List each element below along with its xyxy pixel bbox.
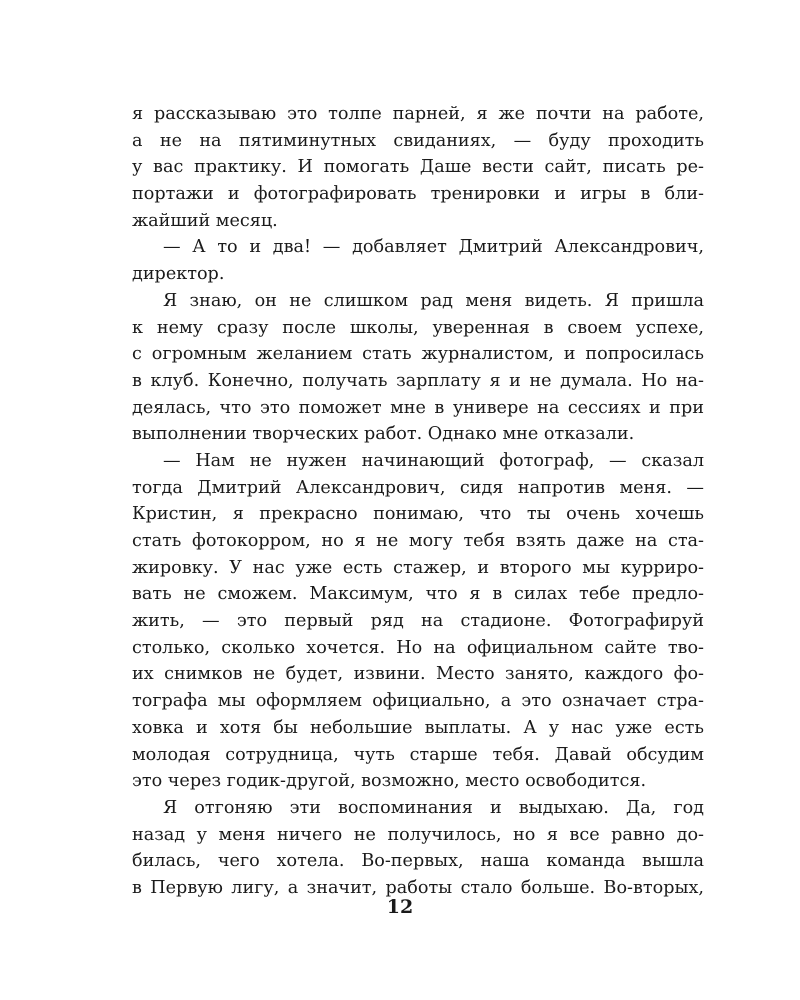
- text-line: — Нам не нужен начинающий фотограф, — сказал: [163, 450, 704, 471]
- text-line: назад у меня ничего не получилось, но я все равно до-: [132, 824, 704, 845]
- text-line: столько, сколько хочется. Но на официальном сайте тво-: [132, 637, 704, 658]
- text-line: вать не сможем. Максимум, что я в силах тебе предло-: [132, 584, 704, 605]
- text-line: в клуб. Конечно, получать зарплату я и не думала. Но на-: [132, 370, 704, 391]
- text-line: портажи и фотографировать тренировки и игры в бли-: [132, 184, 704, 205]
- text-line: деялась, что это поможет мне в универе на сессиях и при: [132, 397, 704, 418]
- text-line: Я отгоняю эти воспоминания и выдыхаю. Да, год: [163, 797, 704, 818]
- text-line: у вас практику. И помогать Даше вести сайт, писать ре-: [132, 157, 704, 178]
- text-line: я рассказываю это толпе парней, я же почти на работе,: [132, 104, 704, 124]
- page-body: [132, 101, 704, 902]
- text-line: Кристин, я прекрасно понимаю, что ты очень хочешь: [132, 504, 704, 525]
- text-line: ховка и хотя бы небольшие выплаты. А у нас уже есть: [132, 717, 704, 738]
- text-line: с огромным желанием стать журналистом, и попросилась: [132, 344, 704, 365]
- text-line: тографа мы оформляем официально, а это означает стра-: [132, 691, 704, 712]
- text-line: к нему сразу после школы, уверенная в своем успехе,: [132, 317, 704, 338]
- text-line: это через годик-другой, возможно, место освободится.: [132, 771, 647, 792]
- text-line: — А то и два! — добавляет Дмитрий Александрович,: [163, 237, 704, 258]
- text-line: тогда Дмитрий Александрович, сидя напротив меня. —: [132, 477, 704, 498]
- text-line: а не на пятиминутных свиданиях, — буду проходить: [132, 130, 704, 151]
- text-line: в Первую лигу, а значит, работы стало больше. Во-вторых,: [132, 877, 704, 898]
- text-line: жить, — это первый ряд на стадионе. Фотографируй: [132, 611, 704, 632]
- page-number: 12: [386, 896, 414, 918]
- text-line: молодая сотрудница, чуть старше тебя. Давай обсудим: [132, 744, 704, 765]
- text-line: жировку. У нас уже есть стажер, и второго мы курриро-: [132, 557, 704, 578]
- text-line: стать фотокорром, но я не могу тебя взять даже на ста-: [132, 531, 704, 551]
- text-line: выполнении творческих работ. Однако мне отказали.: [132, 424, 635, 445]
- text-line: их снимков не будет, извини. Место занято, каждого фо-: [132, 664, 704, 685]
- text-line: жайший месяц.: [132, 210, 278, 231]
- text-line: директор.: [132, 264, 225, 285]
- text-line: билась, чего хотела. Во-первых, наша команда вышла: [132, 851, 704, 872]
- text-line: Я знаю, он не слишком рад меня видеть. Я пришла: [163, 290, 704, 311]
